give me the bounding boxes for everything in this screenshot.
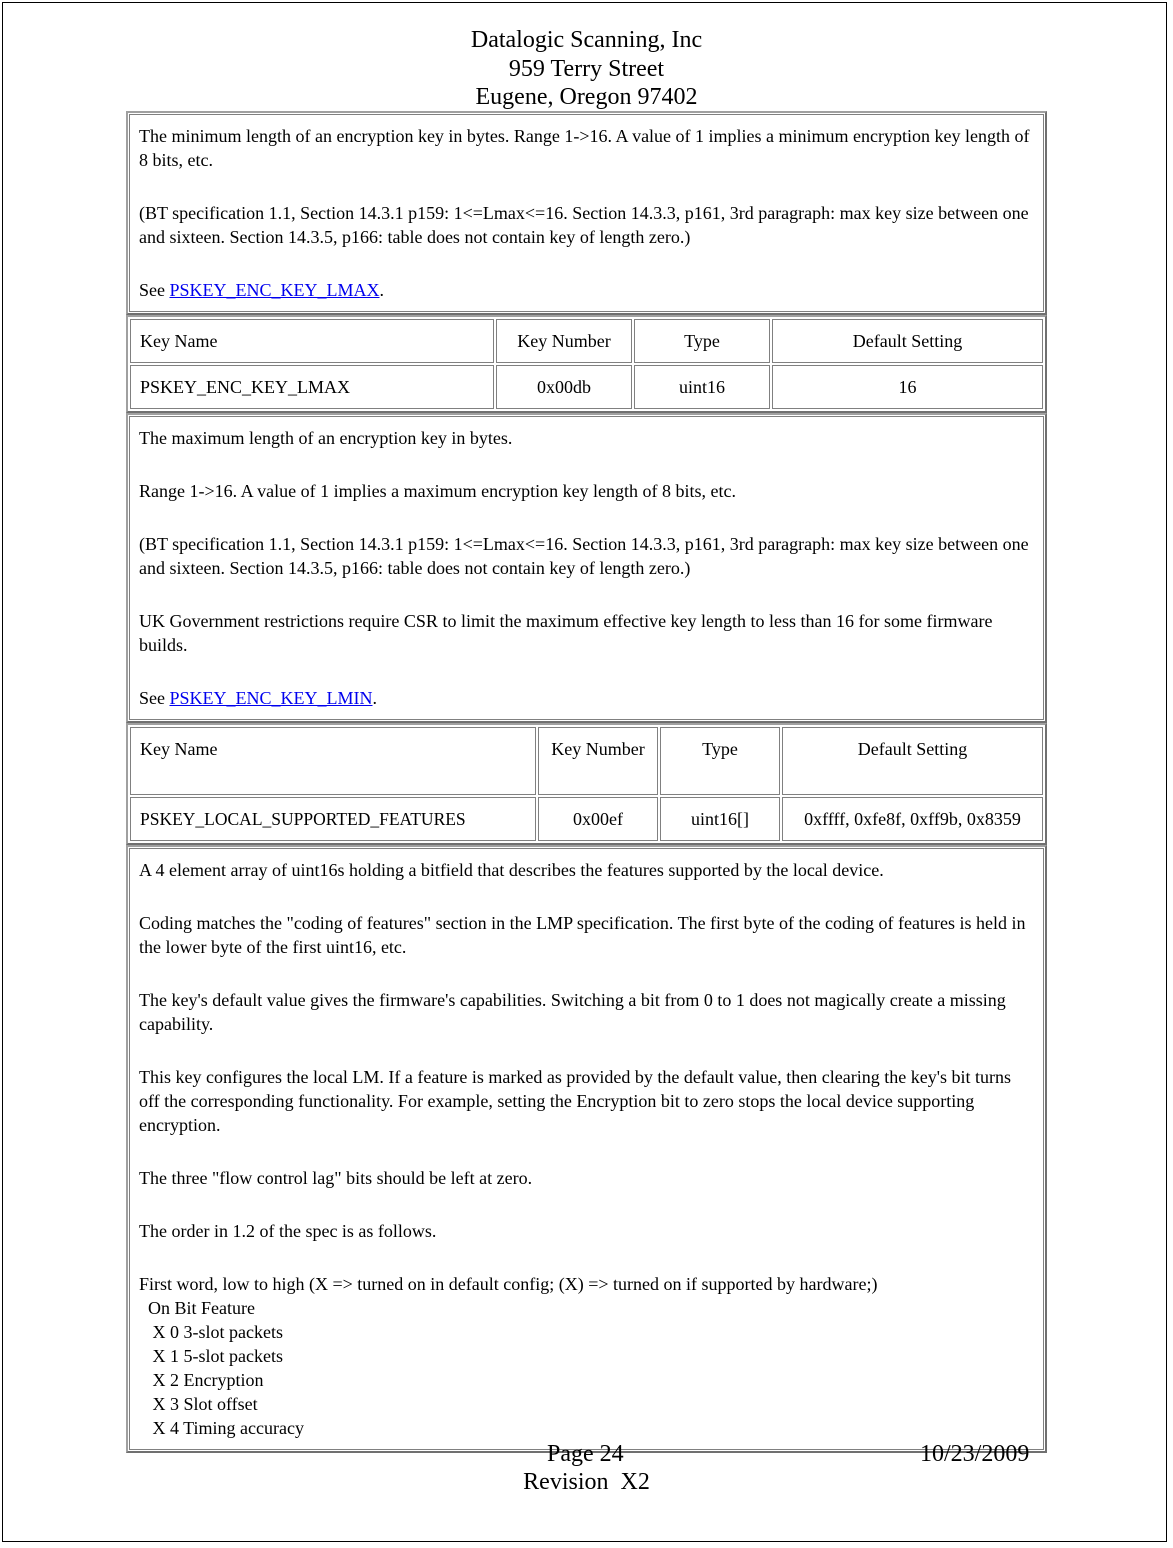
- table-header-row: [130, 727, 1043, 795]
- header-default-setting: Default Setting: [772, 319, 1043, 363]
- cell-type: uint16[]: [660, 797, 780, 841]
- paragraph: First word, low to high (X => turned on in default config; (X) => turned on if supported by hardware;): [139, 1274, 878, 1294]
- see-also-link-lmin[interactable]: PSKEY_ENC_KEY_LMIN: [169, 688, 373, 708]
- paragraph: The key's default value gives the firmware's capabilities. Switching a bit from 0 to 1 does not magically create a missing capability.: [139, 990, 1006, 1034]
- paragraph: The order in 1.2 of the spec is as follows.: [139, 1221, 437, 1241]
- key-table-features: [126, 723, 1047, 845]
- feature-list-item: X 2 Encryption: [139, 1370, 264, 1390]
- description-block-lmax: [126, 413, 1047, 723]
- company-city: Eugene, Oregon 97402: [475, 84, 698, 110]
- paragraph: (BT specification 1.1, Section 14.3.1 p159: 1<=Lmax<=16. Section 14.3.3, p161, 3rd paragraph: max key size between one and sixteen. Section 14.3.5, p166: table does not contain key of length zero.): [139, 203, 1029, 247]
- see-prefix: See: [139, 280, 170, 300]
- paragraph: The three "flow control lag" bits should be left at zero.: [139, 1168, 533, 1188]
- feature-list: [139, 1272, 1034, 1440]
- footer-date: 10/23/2009: [920, 1441, 1030, 1467]
- feature-list-item: X 3 Slot offset: [139, 1394, 258, 1414]
- cell-key-name: PSKEY_LOCAL_SUPPORTED_FEATURES: [130, 797, 536, 841]
- header-type: Type: [634, 319, 770, 363]
- see-suffix: .: [379, 280, 385, 300]
- see-suffix: .: [372, 688, 378, 708]
- cell-default-setting: 0xffff, 0xfe8f, 0xff9b, 0x8359: [782, 797, 1043, 841]
- document-header: [0, 26, 1173, 112]
- paragraph: UK Government restrictions require CSR to limit the maximum effective key length to less than 16 for some firmware builds.: [139, 611, 993, 655]
- header-key-number: Key Number: [496, 319, 632, 363]
- key-table-lmax: [126, 315, 1047, 413]
- see-also-line: [139, 278, 1034, 302]
- cell-default-setting: 16: [772, 365, 1043, 409]
- description-cell: [129, 848, 1044, 1450]
- header-key-name: Key Name: [130, 727, 536, 795]
- company-name: Datalogic Scanning, Inc: [470, 27, 703, 53]
- table-row: [130, 797, 1043, 841]
- see-also-link-lmax[interactable]: PSKEY_ENC_KEY_LMAX: [169, 280, 380, 300]
- cell-key-number: 0x00db: [496, 365, 632, 409]
- paragraph: A 4 element array of uint16s holding a bitfield that describes the features supported by the local device.: [139, 860, 884, 880]
- table-row: [130, 365, 1043, 409]
- feature-list-item: X 4 Timing accuracy: [139, 1418, 304, 1438]
- header-type: Type: [660, 727, 780, 795]
- paragraph: This key configures the local LM. If a feature is marked as provided by the default value, then clearing the key's bit turns off the corresponding functionality. For example, setting the Encryption bit to zero stops the local device supporting encryption.: [139, 1067, 1011, 1135]
- company-street: 959 Terry Street: [508, 55, 665, 82]
- description-block-lmin: [126, 111, 1047, 315]
- feature-list-header: On Bit Feature: [139, 1298, 255, 1318]
- paragraph: Range 1->16. A value of 1 implies a maximum encryption key length of 8 bits, etc.: [139, 481, 737, 501]
- header-key-number: Key Number: [538, 727, 658, 795]
- cell-type: uint16: [634, 365, 770, 409]
- header-default-setting: Default Setting: [782, 727, 1043, 795]
- feature-list-item: X 0 3-slot packets: [139, 1322, 283, 1342]
- see-prefix: See: [139, 688, 170, 708]
- table-header-row: [130, 319, 1043, 363]
- feature-list-item: X 1 5-slot packets: [139, 1346, 283, 1366]
- document-body: [126, 111, 1047, 1453]
- see-also-line: [139, 686, 1034, 710]
- key-table: [128, 317, 1045, 411]
- paragraph: The minimum length of an encryption key in bytes. Range 1->16. A value of 1 implies a minimum encryption key length of 8 bits, etc.: [139, 126, 1030, 170]
- description-cell: [129, 114, 1044, 312]
- header-key-name: Key Name: [130, 319, 494, 363]
- page-number: Page 24: [547, 1441, 624, 1467]
- description-cell: [129, 416, 1044, 720]
- cell-key-name: PSKEY_ENC_KEY_LMAX: [130, 365, 494, 409]
- description-block-features: [126, 845, 1047, 1453]
- paragraph: (BT specification 1.1, Section 14.3.1 p159: 1<=Lmax<=16. Section 14.3.3, p161, 3rd paragraph: max key size between one and sixteen. Section 14.3.5, p166: table does not contain key of length zero.): [139, 534, 1029, 578]
- revision-label: Revision X2: [523, 1469, 650, 1495]
- paragraph: Coding matches the "coding of features" section in the LMP specification. The first byte of the coding of features is held in the lower byte of the first uint16, etc.: [139, 913, 1026, 957]
- key-table: [128, 725, 1045, 843]
- cell-key-number: 0x00ef: [538, 797, 658, 841]
- paragraph: The maximum length of an encryption key in bytes.: [139, 428, 513, 448]
